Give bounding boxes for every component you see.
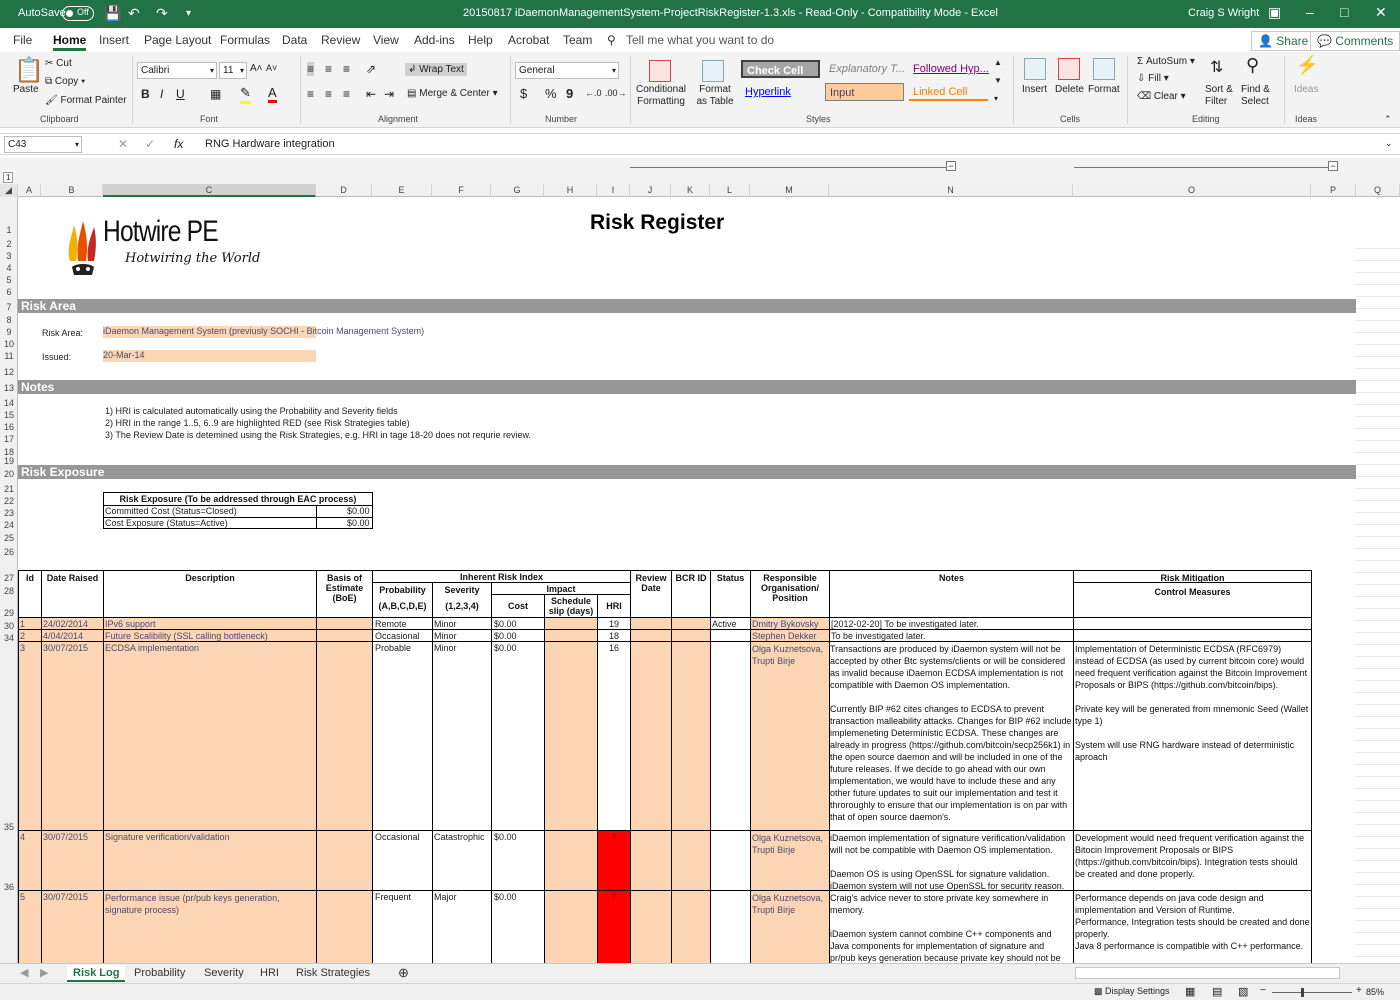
- minimize-icon[interactable]: –: [1306, 4, 1314, 20]
- risk-hri: 16: [608, 643, 619, 653]
- delete-cells-icon[interactable]: [1058, 58, 1080, 80]
- next-sheet-icon[interactable]: ▶: [40, 967, 49, 979]
- row-header[interactable]: 16: [3, 422, 14, 432]
- alignment-group-label: Alignment: [378, 114, 419, 124]
- wrap-text-button[interactable]: ↲ Wrap Text: [405, 63, 467, 76]
- header-hri: HRI: [606, 601, 622, 611]
- fill-label: Fill: [1148, 73, 1161, 84]
- comma-button[interactable]: 9: [566, 86, 574, 101]
- row-header[interactable]: 19: [3, 456, 14, 466]
- row-header[interactable]: 4: [6, 263, 12, 273]
- risk-cost[interactable]: $0.00: [494, 619, 517, 629]
- comments-label: Comments: [1335, 34, 1394, 48]
- insert-function-button[interactable]: fx: [174, 137, 184, 151]
- col-header[interactable]: L: [710, 184, 750, 197]
- autosum-button[interactable]: Σ AutoSum ▾: [1137, 56, 1195, 67]
- header-description: Description: [185, 573, 235, 583]
- prev-sheet-icon[interactable]: ◀: [20, 967, 29, 979]
- section-band-notes: Notes: [18, 380, 1356, 394]
- enter-icon[interactable]: ✓: [145, 137, 156, 151]
- insert-cells-icon[interactable]: [1024, 58, 1046, 80]
- risk-severity[interactable]: Minor: [434, 643, 457, 653]
- tab-help[interactable]: Help: [468, 33, 493, 47]
- worksheet-grid[interactable]: [18, 197, 1400, 963]
- row-header[interactable]: 29: [3, 608, 14, 618]
- risk-probability[interactable]: Occasional: [375, 631, 420, 641]
- risk-notes[interactable]: iDaemon implementation of signature verification/validation will not be compatible with Daemon OS implementation. Daemon OS is using OpenSSL for signature validation. iDaemon system will not use OpenSSL for security reason.: [830, 833, 1066, 891]
- risk-responsible[interactable]: Dmitry Bykovsky: [752, 619, 819, 629]
- ribbon: [0, 52, 1400, 128]
- undo-icon[interactable]: ↶: [128, 5, 140, 21]
- align-middle-icon[interactable]: ≡: [325, 62, 333, 76]
- risk-mitigation[interactable]: Implementation of Deterministic ECDSA (RFC6979) instead of ECDSA (as used by current bitcoin core) would need frequent verification against the Bitcoin Improvement Proposals or BIPS (https://github.com/bitcoin/bips). Private key will be generated from mnemonic Seed (Wallet type 1) System will use RNG hardware instead of deterministic aproach: [1075, 644, 1309, 762]
- borders-icon[interactable]: ▦: [210, 87, 222, 101]
- input-style[interactable]: Input: [825, 83, 904, 101]
- header-severity-sub: (1,2,3,4): [445, 601, 479, 611]
- risk-date[interactable]: 4/04/2014: [43, 631, 84, 641]
- tab-add-ins[interactable]: Add-ins: [414, 33, 455, 47]
- row-header[interactable]: 17: [3, 434, 14, 444]
- col-header[interactable]: C: [103, 184, 316, 197]
- risk-id[interactable]: 4: [20, 832, 26, 842]
- section-band-risk-area: Risk Area: [18, 299, 1356, 313]
- clipboard-group-label: Clipboard: [40, 114, 79, 124]
- row-header[interactable]: 34: [3, 633, 14, 643]
- header-probability: Probability: [379, 585, 426, 595]
- risk-probability[interactable]: Remote: [375, 619, 407, 629]
- risk-probability[interactable]: Occasional: [375, 832, 420, 842]
- risk-mitigation[interactable]: Performance depends on java code design and implementation and Version of Runtime. Performance, Integration tests should be created and done properly. Java 8 performance is compatible with C++ performance.: [1075, 893, 1310, 951]
- ideas-button[interactable]: Ideas: [1294, 84, 1319, 95]
- sort-filter-icon[interactable]: ⇅: [1210, 59, 1224, 76]
- find-select-button[interactable]: Find & Select: [1241, 84, 1270, 107]
- header-severity: Severity: [444, 585, 480, 595]
- zoom-in-icon[interactable]: +: [1356, 985, 1362, 996]
- risk-probability[interactable]: Probable: [375, 643, 412, 653]
- window-title: 20150817 iDaemonManagementSystem-ProjectRiskRegister-1.3.xls - Read-Only - Compatibility Mode - Excel: [463, 7, 998, 19]
- row-header[interactable]: 9: [6, 327, 12, 337]
- page-layout-view-icon[interactable]: ▤: [1212, 986, 1223, 998]
- sort-filter-button[interactable]: Sort & Filter: [1205, 84, 1233, 107]
- risk-hri: 7: [611, 892, 617, 902]
- col-header[interactable]: M: [750, 184, 829, 197]
- row-header[interactable]: 11: [4, 351, 14, 361]
- risk-responsible[interactable]: Stephen Dekker: [752, 631, 817, 641]
- format-painter-button[interactable]: 🖌 Format Painter: [45, 95, 127, 106]
- align-top-icon[interactable]: ≡: [307, 62, 315, 76]
- align-bottom-icon[interactable]: ≡: [343, 62, 351, 76]
- linked-cell-style[interactable]: Linked Cell: [909, 83, 988, 101]
- risk-notes[interactable]: To be investigated later.: [831, 631, 926, 641]
- zoom-slider-thumb[interactable]: [1301, 988, 1304, 997]
- risk-mitigation[interactable]: Development would need frequent verification against the Bitocin Improvement Proposals or BIPS (https://github.com/bitcoin/bips). Integration tests should be created and done properly.: [1075, 833, 1307, 879]
- risk-hri: 19: [608, 619, 619, 629]
- name-box[interactable]: C43 ▾: [4, 136, 82, 153]
- col-header[interactable]: A: [18, 184, 41, 197]
- tab-team[interactable]: Team: [563, 33, 593, 47]
- exposure-row-label: Committed Cost (Status=Closed): [105, 506, 237, 516]
- column-headers: [0, 184, 1400, 197]
- collapse-group-2-icon[interactable]: −: [1328, 161, 1338, 171]
- styles-group-label: Styles: [806, 114, 831, 124]
- ribbon-tabs: [0, 28, 1400, 52]
- row-header[interactable]: 10: [3, 339, 14, 349]
- risk-notes[interactable]: [2012-02-20] To be investigated later.: [831, 619, 979, 629]
- explanatory-style[interactable]: Explanatory T...: [829, 63, 906, 75]
- sheet-tab-bar: [0, 963, 1400, 983]
- name-box-value: C43: [8, 139, 27, 150]
- row-header[interactable]: 7: [6, 302, 12, 312]
- row-header[interactable]: 21: [3, 484, 14, 494]
- tab-acrobat[interactable]: Acrobat: [508, 33, 550, 47]
- outline-bar: [0, 158, 1400, 184]
- risk-id[interactable]: 1: [20, 619, 26, 629]
- fill-color-icon[interactable]: ✎: [240, 85, 251, 104]
- font-color-icon[interactable]: A: [268, 85, 277, 103]
- exposure-row-value: $0.00: [347, 506, 370, 516]
- normal-view-icon[interactable]: ▦: [1185, 986, 1196, 998]
- row-header[interactable]: 14: [3, 398, 14, 408]
- collapse-group-1-icon[interactable]: −: [946, 161, 956, 171]
- close-icon[interactable]: ✕: [1375, 4, 1387, 20]
- header-status: Status: [716, 573, 745, 583]
- font-name-combo[interactable]: Calibri ▾: [137, 62, 217, 79]
- sheet-title: Risk Register: [590, 211, 725, 234]
- risk-status[interactable]: Active: [712, 619, 737, 629]
- paste-icon[interactable]: 📋: [14, 57, 44, 84]
- format-cells-button[interactable]: Format: [1088, 84, 1120, 95]
- row-header[interactable]: 3: [6, 251, 12, 261]
- display-settings-button[interactable]: ▩ Display Settings: [1094, 986, 1170, 996]
- insert-cells-button[interactable]: Insert: [1022, 84, 1048, 95]
- risk-date[interactable]: 24/02/2014: [43, 619, 89, 629]
- col-header[interactable]: J: [630, 184, 671, 197]
- comments-button[interactable]: 💬 Comments: [1310, 31, 1400, 51]
- col-header[interactable]: E: [372, 184, 432, 197]
- note-line: 2) HRI in the range 1..5, 6..9 are highlighted RED (see Risk Strategies table): [105, 418, 410, 428]
- paste-button[interactable]: Paste: [13, 84, 39, 95]
- row-header[interactable]: 12: [3, 367, 14, 377]
- wrap-text-label: Wrap Text: [419, 64, 464, 75]
- hyperlink-style[interactable]: Hyperlink: [745, 86, 791, 98]
- col-header[interactable]: N: [829, 184, 1073, 197]
- risk-probability[interactable]: Frequent: [375, 892, 412, 902]
- autosum-label: AutoSum: [1145, 56, 1188, 67]
- outline-level-1[interactable]: 1: [3, 172, 13, 183]
- fill-button[interactable]: ⇩ Fill ▾: [1137, 73, 1169, 84]
- row-header[interactable]: 5: [6, 275, 12, 285]
- header-date-raised: Date Raised: [46, 573, 99, 583]
- decrease-decimal-icon[interactable]: .00→: [605, 88, 627, 98]
- font-size-value: 11: [223, 65, 234, 76]
- risk-id[interactable]: 3: [20, 643, 26, 653]
- header-responsible: Responsible Organisation/ Position: [760, 573, 819, 603]
- redo-icon[interactable]: ↷: [156, 5, 168, 21]
- share-label: Share: [1276, 34, 1309, 48]
- currency-button[interactable]: $: [520, 86, 528, 101]
- flame-logo-icon: [66, 217, 96, 277]
- tab-review[interactable]: Review: [321, 33, 361, 47]
- number-format-combo[interactable]: General ▾: [515, 62, 619, 79]
- risk-hri: 4: [611, 832, 617, 842]
- merge-center-label: Merge & Center: [419, 88, 490, 99]
- new-sheet-icon[interactable]: ⊕: [398, 965, 409, 980]
- number-group-label: Number: [545, 114, 578, 124]
- collapse-ribbon-icon[interactable]: ⌃: [1384, 114, 1392, 124]
- percent-button[interactable]: %: [545, 86, 557, 101]
- risk-severity[interactable]: Major: [434, 892, 457, 902]
- status-bar: [0, 983, 1400, 1000]
- italic-button[interactable]: I: [160, 87, 164, 101]
- sheet-tab-severity[interactable]: Severity: [204, 967, 244, 979]
- ribbon-display-icon[interactable]: ▣: [1268, 4, 1282, 20]
- cut-button[interactable]: ✂ Cut: [45, 58, 72, 69]
- find-select-icon[interactable]: ⚲: [1246, 55, 1260, 75]
- underline-button[interactable]: U: [176, 87, 185, 101]
- hri-highlight: [598, 891, 630, 970]
- autosave-label: AutoSave: [18, 7, 66, 19]
- align-center-icon[interactable]: ≡: [325, 87, 333, 101]
- row-header[interactable]: 24: [3, 520, 14, 530]
- risk-date[interactable]: 30/07/2015: [43, 892, 89, 902]
- row-header[interactable]: 20: [3, 469, 14, 479]
- col-header[interactable]: H: [544, 184, 597, 197]
- font-group-label: Font: [200, 114, 219, 124]
- note-line: 1) HRI is calculated automatically using the Probability and Severity fields: [105, 406, 398, 416]
- zoom-level[interactable]: 85%: [1366, 987, 1385, 997]
- col-header[interactable]: G: [491, 184, 544, 197]
- expand-formula-icon[interactable]: ⌄: [1385, 138, 1393, 148]
- font-size-combo[interactable]: 11 ▾: [219, 62, 247, 79]
- autosave-toggle[interactable]: [62, 6, 94, 21]
- increase-font-icon[interactable]: A˄: [250, 63, 263, 74]
- row-header[interactable]: 1: [6, 225, 12, 235]
- styles-scroll-down-icon[interactable]: ▼: [994, 76, 1002, 85]
- conditional-formatting-button[interactable]: Conditional Formatting: [635, 84, 687, 107]
- orientation-icon[interactable]: ⇗: [366, 62, 377, 76]
- clear-button[interactable]: ⌫ Clear ▾: [1137, 91, 1186, 102]
- risk-description[interactable]: Performance issue (pr/pub keys generation, signature process): [105, 893, 280, 915]
- decrease-font-icon[interactable]: A˅: [266, 63, 278, 73]
- row-header[interactable]: 36: [3, 882, 14, 892]
- col-header[interactable]: F: [432, 184, 491, 197]
- ideas-icon[interactable]: ⚡: [1296, 55, 1319, 75]
- bold-button[interactable]: B: [141, 87, 150, 101]
- row-headers: [0, 197, 18, 963]
- risk-area-label: Risk Area:: [42, 328, 84, 338]
- header-bcr-id: BCR ID: [675, 573, 707, 583]
- risk-description[interactable]: IPv6 support: [105, 619, 156, 629]
- section-band-risk-exposure: Risk Exposure: [18, 465, 1356, 479]
- risk-id[interactable]: 2: [20, 631, 26, 641]
- risk-responsible[interactable]: Olga Kuznetsova, Trupti Birje: [752, 644, 824, 666]
- row-header[interactable]: 27: [3, 573, 14, 583]
- note-line: 3) The Review Date is detemined using the Risk Strategies, e.g. HRI in tage 18-20 does not requrie review.: [105, 430, 532, 440]
- tell-me-icon[interactable]: ⚲: [607, 33, 616, 47]
- col-header[interactable]: D: [316, 184, 372, 197]
- risk-description[interactable]: ECDSA implementation: [105, 643, 200, 653]
- align-left-icon[interactable]: ≡: [307, 87, 315, 101]
- risk-notes[interactable]: Craig's advice never to store private key somewhere in memory. iDaemon system cannot combine C++ components and Java components for implementation of signature and pr/pub keys generation because private key should not be: [830, 893, 1061, 963]
- horizontal-scrollbar[interactable]: [1075, 967, 1340, 979]
- row-header[interactable]: 18: [3, 447, 14, 457]
- followed-hyperlink-style[interactable]: Followed Hyp...: [913, 63, 989, 75]
- increase-decimal-icon[interactable]: ←.0: [585, 88, 602, 98]
- row-header[interactable]: 13: [3, 383, 14, 393]
- header-impact: Impact: [546, 584, 576, 594]
- tab-page-layout[interactable]: Page Layout: [144, 33, 212, 47]
- zoom-out-icon[interactable]: −: [1260, 985, 1266, 996]
- merge-center-button[interactable]: ▤ Merge & Center ▾: [407, 88, 498, 99]
- tab-insert[interactable]: Insert: [99, 33, 130, 47]
- row-header[interactable]: 28: [3, 586, 14, 596]
- col-header[interactable]: Q: [1356, 184, 1400, 197]
- issued-value[interactable]: 20-Mar-14: [103, 350, 316, 362]
- row-header[interactable]: 23: [3, 508, 14, 518]
- row-header[interactable]: 6: [6, 287, 12, 297]
- save-icon[interactable]: 💾: [104, 5, 122, 21]
- header-basis: Basis of Estimate (BoE): [325, 573, 364, 603]
- delete-cells-button[interactable]: Delete: [1055, 84, 1084, 95]
- format-as-table-icon[interactable]: [702, 60, 724, 82]
- header-id: Id: [26, 573, 34, 583]
- risk-severity[interactable]: Minor: [434, 619, 457, 629]
- zoom-slider[interactable]: [1272, 992, 1352, 993]
- risk-cost[interactable]: $0.00: [494, 643, 517, 653]
- header-schedule-slip: Schedule slip (days): [548, 596, 594, 616]
- logo-tagline: Hotwiring the World: [125, 251, 261, 266]
- exposure-header: Risk Exposure (To be addressed through EAC process): [119, 494, 357, 504]
- risk-description[interactable]: Signature verification/validation: [105, 832, 230, 842]
- risk-responsible[interactable]: Olga Kuznetsova, Trupti Birje: [752, 833, 824, 855]
- sheet-tab-hri[interactable]: HRI: [260, 967, 279, 979]
- editing-group-label: Editing: [1192, 114, 1220, 124]
- clear-label: Clear: [1153, 91, 1178, 102]
- increase-indent-icon[interactable]: ⇥: [384, 87, 395, 101]
- customize-qat-icon[interactable]: ▾: [186, 8, 192, 19]
- row-header[interactable]: 35: [3, 822, 14, 832]
- risk-responsible[interactable]: Olga Kuznetsova, Trupti Birje: [752, 893, 824, 915]
- decrease-indent-icon[interactable]: ⇤: [366, 87, 377, 101]
- page-break-view-icon[interactable]: ▧: [1238, 986, 1249, 998]
- row-header[interactable]: 15: [3, 410, 14, 420]
- risk-notes[interactable]: Transactions are produced by iDaemon system will not be accepted by other Btc systems/clients or will be considered as invalid because iDaemon ECDSA implementation is not compatible with Daemon OS implementation. Currently BIP #62 cites changes to ECDSA to prevent transaction malleability attacks. Changes for BIP #62 include implemeneting Deterministic ECDSA. These changes are already in progress (https://github.com/bitcoin/secp256k1) in the open source daemon and will be included in one of the future releases. If we decide to go ahead with our own implementation, we would have to include these and any other future updates to suit our implementation and test it throroughly to ensure that our implementation is on par with that of open source daemon's.: [830, 644, 1072, 822]
- maximize-icon[interactable]: □: [1340, 4, 1349, 20]
- tab-formulas[interactable]: Formulas: [220, 33, 271, 47]
- row-header[interactable]: 22: [3, 496, 14, 506]
- logo-name: Hotwire PE: [103, 215, 218, 248]
- row-header[interactable]: 25: [3, 533, 14, 543]
- risk-cost[interactable]: $0.00: [494, 631, 517, 641]
- header-probability-sub: (A,B,C,D,E): [378, 601, 427, 611]
- risk-hri: 18: [608, 631, 619, 641]
- autosave-state: Off: [77, 7, 89, 17]
- number-format-value: General: [519, 65, 555, 76]
- row-header[interactable]: 2: [6, 239, 12, 249]
- share-button[interactable]: 👤 Share: [1251, 31, 1315, 51]
- copy-label: Copy: [54, 76, 79, 87]
- risk-severity[interactable]: Catastrophic: [434, 832, 485, 842]
- exposure-row-value: $0.00: [347, 518, 370, 528]
- title-bar: [0, 0, 1400, 28]
- tab-view[interactable]: View: [373, 33, 399, 47]
- check-cell-style[interactable]: Check Cell: [741, 60, 820, 78]
- risk-description[interactable]: Future Scalibility (SSL calling bottleneck): [105, 631, 268, 641]
- sheet-tab-risk-strategies[interactable]: Risk Strategies: [296, 967, 370, 979]
- header-cost: Cost: [508, 601, 528, 611]
- risk-cost[interactable]: $0.00: [494, 832, 517, 842]
- col-header[interactable]: I: [597, 184, 630, 197]
- tell-me-input[interactable]: Tell me what you want to do: [626, 33, 775, 47]
- col-header[interactable]: O: [1073, 184, 1311, 197]
- exposure-row-label: Cost Exposure (Status=Active): [105, 518, 228, 528]
- sheet-tab-probability[interactable]: Probability: [134, 967, 186, 979]
- tab-home[interactable]: Home: [53, 33, 86, 51]
- header-review-date: Review Date: [635, 573, 667, 593]
- styles-more-icon[interactable]: ▾: [994, 94, 999, 103]
- formula-input[interactable]: RNG Hardware integration: [205, 138, 335, 150]
- ideas-group-label: Ideas: [1295, 114, 1318, 124]
- styles-scroll-up-icon[interactable]: ▲: [994, 58, 1002, 67]
- risk-severity[interactable]: Minor: [434, 631, 457, 641]
- cells-group-label: Cells: [1060, 114, 1081, 124]
- formula-bar: [0, 133, 1400, 155]
- header-control-measures: Control Measures: [1154, 587, 1231, 597]
- select-all-corner[interactable]: ◢: [0, 184, 18, 197]
- format-painter-label: Format Painter: [60, 95, 127, 106]
- row-header[interactable]: 30: [3, 621, 14, 631]
- font-name-value: Calibri: [141, 65, 170, 76]
- header-notes: Notes: [938, 573, 964, 583]
- col-header[interactable]: K: [671, 184, 710, 197]
- format-cells-icon[interactable]: [1093, 58, 1115, 80]
- cut-label: Cut: [56, 58, 72, 69]
- display-settings-label: Display Settings: [1105, 986, 1170, 996]
- risk-log-table: [18, 570, 1318, 970]
- user-name[interactable]: Craig S Wright: [1188, 7, 1260, 19]
- risk-cost[interactable]: $0.00: [494, 892, 517, 902]
- tab-data[interactable]: Data: [282, 33, 308, 47]
- row-header[interactable]: 26: [3, 547, 14, 557]
- issued-label: Issued:: [42, 352, 72, 362]
- col-header[interactable]: B: [41, 184, 103, 197]
- cancel-icon[interactable]: ✕: [118, 137, 129, 151]
- format-as-table-button[interactable]: Format as Table: [696, 84, 734, 107]
- header-risk-mitigation: Risk Mitigation: [1160, 573, 1225, 583]
- sheet-tab-risk-log[interactable]: Risk Log: [67, 965, 125, 982]
- col-header[interactable]: P: [1311, 184, 1356, 197]
- header-inherent-risk: Inherent Risk Index: [459, 572, 544, 582]
- copy-button[interactable]: ⧉ Copy ▾: [45, 76, 86, 87]
- row-header[interactable]: 8: [6, 315, 12, 325]
- conditional-formatting-icon[interactable]: [649, 60, 671, 82]
- risk-date[interactable]: 30/07/2015: [43, 832, 89, 842]
- risk-date[interactable]: 30/07/2015: [43, 643, 89, 653]
- risk-area-value[interactable]: iDaemon Management System (previusly SOCHI - Bitcoin Management System): [103, 326, 425, 336]
- risk-id[interactable]: 5: [20, 892, 26, 902]
- align-right-icon[interactable]: ≡: [343, 87, 351, 101]
- tab-file[interactable]: File: [13, 33, 33, 47]
